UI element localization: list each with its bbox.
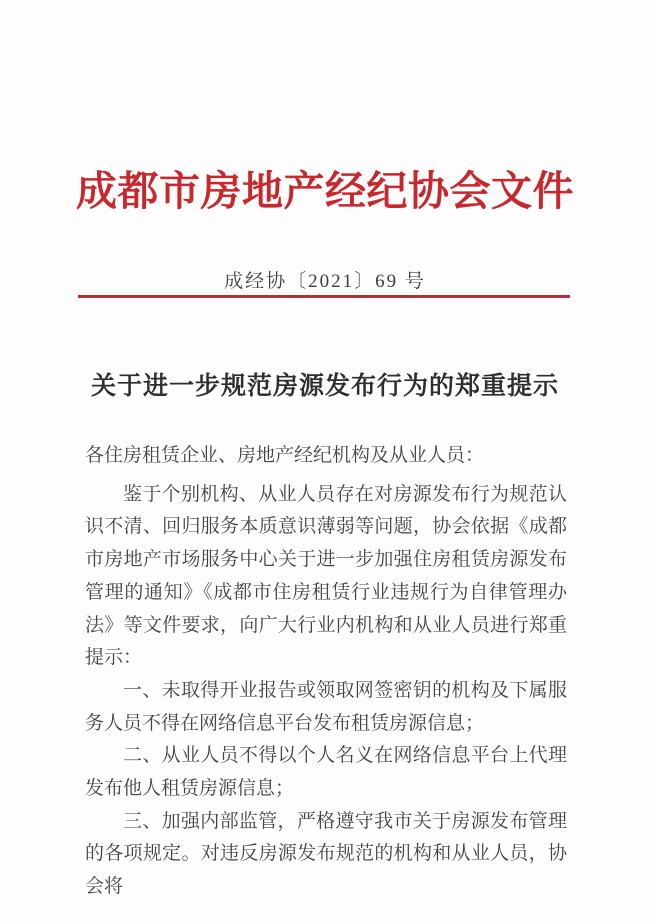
body-paragraph-1: 鉴于个别机构、从业人员存在对房源发布行为规范认识不清、回归服务本质意识薄弱等问题，协会依据《成都市房地产市场服务中心关于进一步加强住房租赁房源发布管理的通知》《成都市住房租赁行业违规行为自律管理办法》等文件要求，向广大行业内机构和从业人员进行郑重提示： (85, 483, 567, 669)
notice-title: 关于进一步规范房源发布行为的郑重提示 (90, 373, 559, 400)
body-paragraph-4: 三、加强内部监管，严格遵守我市关于房源发布管理的各项规定。对违反房源发布规范的机构和从业人员，协会将 (85, 810, 567, 898)
body-paragraph-2: 一、未取得开业报告或领取网签密钥的机构及下属服务人员不得在网络信息平台发布租赁房源信息； (85, 679, 567, 734)
red-divider-rule (78, 295, 570, 298)
salutation-line: 各住房租赁企业、房地产经纪机构及从业人员： (85, 445, 485, 466)
document-body (85, 440, 567, 904)
letterhead-title: 成都市房地产经纪协会文件 (76, 168, 574, 214)
document-number: 成经协〔2021〕69 号 (224, 271, 426, 292)
body-paragraph-3: 二、从业人员不得以个人名义在网络信息平台上代理发布他人租赁房源信息； (85, 745, 567, 800)
